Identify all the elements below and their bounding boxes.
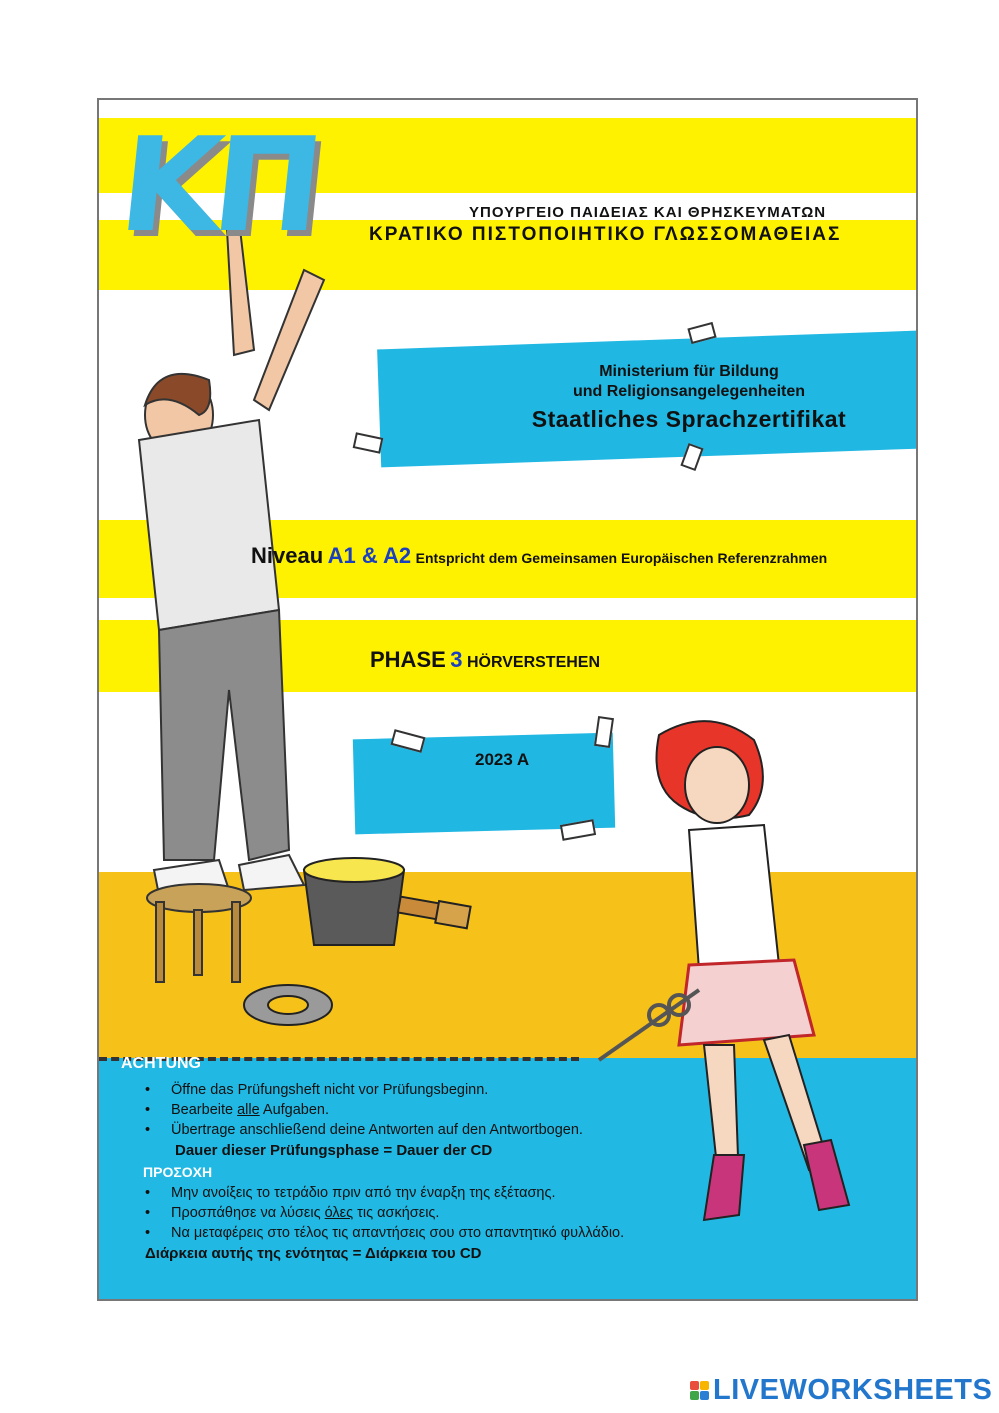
- list-item: • Μην ανοίξεις το τετράδιο πριν από την έναρξη της εξέτασης.: [139, 1183, 624, 1203]
- ministry-german-line2: und Religionsangelegenheiten: [572, 383, 806, 400]
- paint-bucket-illustration: [299, 845, 479, 955]
- list-item: • Bearbeite alle Aufgaben.: [139, 1100, 583, 1120]
- niveau-description: Entspricht dem Gemeinsamen Europäischen Referenzrahmen: [415, 550, 828, 566]
- prosoxi-list: [139, 1183, 624, 1243]
- prosoxi-title: ΠΡΟΣΟΧΗ: [143, 1164, 213, 1180]
- achtung-duration: Dauer dieser Prüfungsphase = Dauer der CD: [175, 1142, 493, 1159]
- phase-line: [370, 647, 600, 673]
- achtung-title: ACHTUNG: [121, 1055, 201, 1072]
- niveau-word: Niveau: [251, 543, 324, 568]
- phase-number: 3: [450, 647, 463, 672]
- prosoxi-duration: Διάρκεια αυτής της ενότητας = Διάρκεια του CD: [145, 1245, 482, 1262]
- ministry-german-line1: Ministerium für Bildung: [599, 363, 779, 380]
- certificate-greek: ΚΡΑΤΙΚΟ ΠΙΣΤΟΠΟΙΗΤΙΚΟ ΓΛΩΣΣΟΜΑΘΕΙΑΣ: [369, 224, 842, 245]
- cover-page: [97, 98, 918, 1301]
- exam-year: 2023 A: [475, 750, 530, 769]
- liveworksheets-logo-icon: [690, 1381, 709, 1400]
- niveau-levels: A1 & A2: [327, 543, 412, 568]
- phase-name: HÖRVERSTEHEN: [466, 654, 601, 671]
- tape-roll-illustration: [241, 980, 336, 1030]
- ministry-german: [479, 362, 899, 402]
- stool-illustration: [144, 880, 254, 990]
- certificate-german: Staatliches Sprachzertifikat: [531, 406, 847, 432]
- phase-word: PHASE: [370, 647, 446, 672]
- list-item: • Öffne das Prüfungsheft nicht vor Prüfungsbeginn.: [139, 1080, 583, 1100]
- achtung-list: [139, 1080, 583, 1140]
- niveau-line: [251, 543, 827, 569]
- underlined-word: alle: [237, 1102, 260, 1118]
- list-item: • Προσπάθησε να λύσεις όλες τις ασκήσεις.: [139, 1203, 624, 1223]
- girl-illustration: [539, 715, 879, 1235]
- brand-name: LIVEWORKSHEETS: [713, 1374, 993, 1406]
- list-item: • Übertrage anschließend deine Antworten auf den Antwortbogen.: [139, 1120, 583, 1140]
- logo-kp: ΚΠ: [113, 109, 323, 261]
- list-item: • Να μεταφέρεις στο τέλος τις απαντήσεις σου στο απαντητικό φυλλάδιο.: [139, 1223, 624, 1243]
- boy-illustration: [119, 210, 379, 930]
- underlined-word: όλες: [324, 1205, 354, 1221]
- ministry-greek: ΥΠΟΥΡΓΕΙΟ ΠΑΙΔΕΙΑΣ ΚΑΙ ΘΡΗΣΚΕΥΜΑΤΩΝ: [469, 204, 827, 221]
- liveworksheets-brand[interactable]: [690, 1374, 992, 1407]
